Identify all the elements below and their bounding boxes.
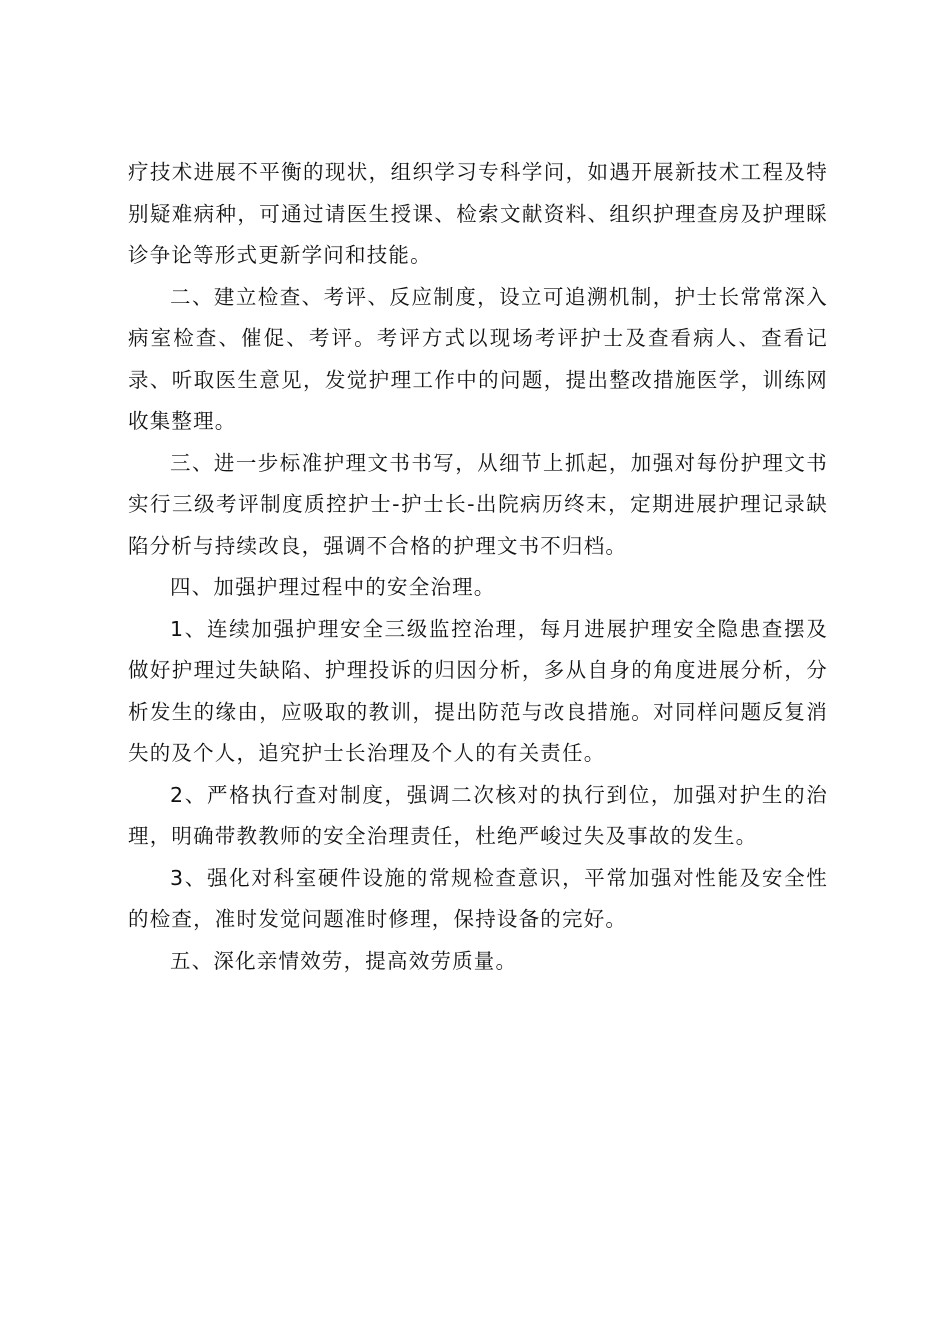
paragraph-continuation: 疗技术进展不平衡的现状，组织学习专科学问，如遇开展新技术工程及特别疑难病种，可通过请医生授课、检索文献资料、组织护理查房及护理睬诊争论等形式更新学问和技能。 <box>128 160 828 267</box>
paragraph-section-4-heading: 四、加强护理过程中的安全治理。 <box>170 575 496 599</box>
paragraph-section-2: 二、建立检查、考评、反应制度，设立可追溯机制，护士长常常深入病室检查、催促、考评。考评方式以现场考评护士及查看病人、查看记录、听取医生意见，发觉护理工作中的问题，提出整改措施医学，训练网收集整理。 <box>128 284 828 433</box>
paragraph-section-3: 三、进一步标准护理文书书写，从细节上抓起，加强对每份护理文书实行三级考评制度质控护士-护士长-出院病历终末，定期进展护理记录缺陷分析与持续改良，强调不合格的护理文书不归档。 <box>128 450 828 558</box>
paragraph-item-1: 1、连续加强护理安全三级监控治理，每月进展护理安全隐患查摆及做好护理过失缺陷、护理投诉的归因分析，多从自身的角度进展分析，分析发生的缘由，应吸取的教训，提出防范与改良措施。对同样问题反复消失的及个人，追究护士长治理及个人的有关责任。 <box>128 616 828 765</box>
paragraph-item-2: 2、严格执行查对制度，强调二次核对的执行到位，加强对护生的治理，明确带教教师的安全治理责任，杜绝严峻过失及事故的发生。 <box>128 782 828 848</box>
paragraph-section-5-heading: 五、深化亲情效劳，提高效劳质量。 <box>170 948 518 973</box>
paragraph-item-3: 3、强化对科室硬件设施的常规检查意识，平常加强对性能及安全性的检查，准时发觉问题准时修理，保持设备的完好。 <box>128 865 828 931</box>
document-body <box>128 152 828 982</box>
